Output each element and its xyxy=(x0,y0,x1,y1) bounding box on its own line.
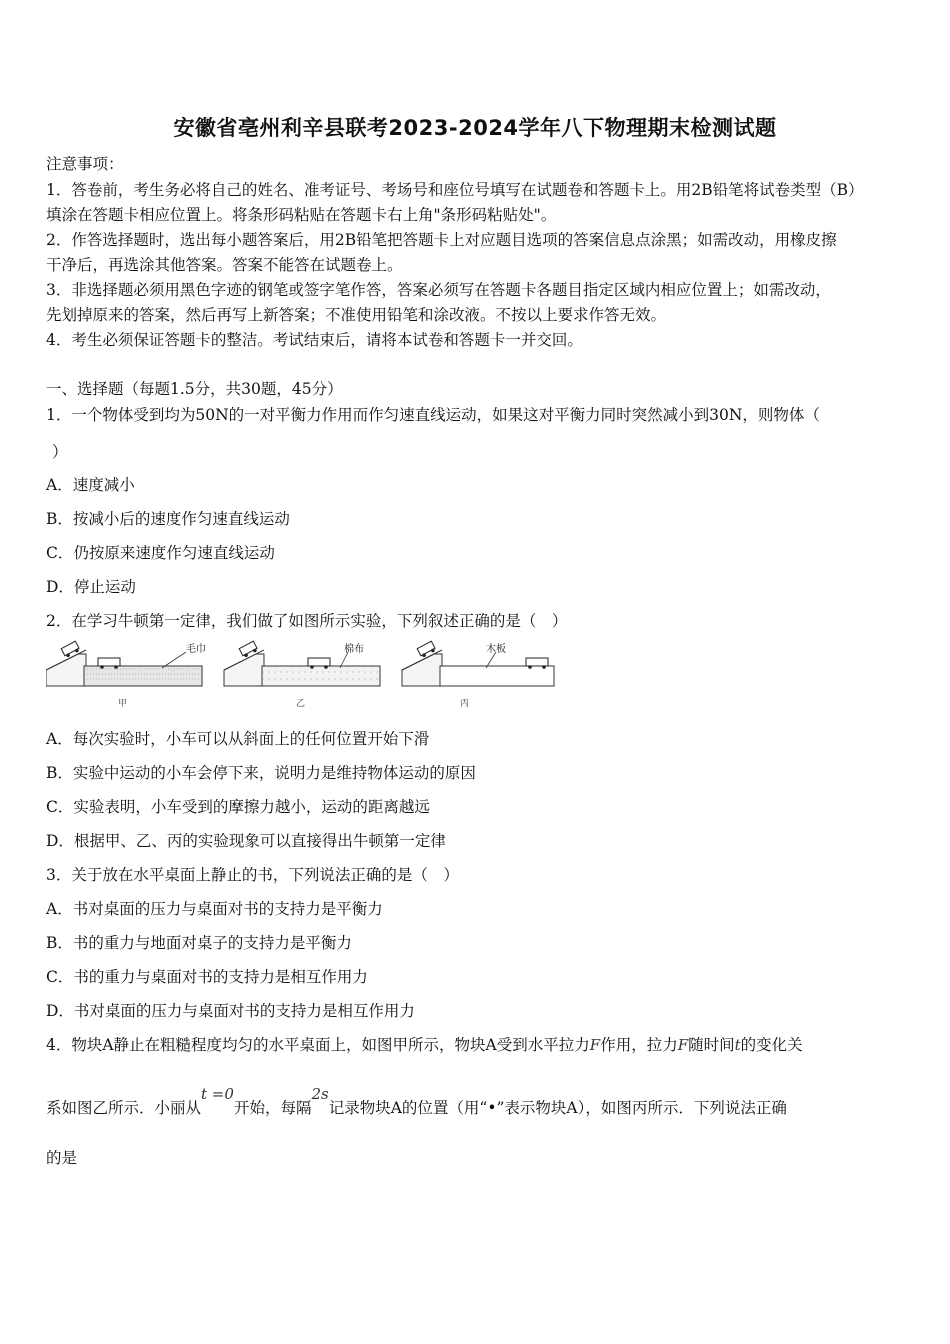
surface-label-towel: 毛巾 xyxy=(186,644,206,655)
question-3-option-d: D．书对桌面的压力与桌面对书的支持力是相互作用力 xyxy=(46,1002,415,1020)
question-2-option-a: A．每次实验时，小车可以从斜面上的任何位置开始下滑 xyxy=(46,730,430,748)
q4-text: 的变化关 xyxy=(740,1036,803,1054)
question-3-option-c: C．书的重力与桌面对书的支持力是相互作用力 xyxy=(46,968,368,986)
question-1-stem: 1．一个物体受到均为50N的一对平衡力作用而作匀速直线运动，如果这对平衡力同时突然减小到30N，则物体（ xyxy=(46,406,820,424)
force-symbol: F xyxy=(589,1036,601,1054)
question-2-option-b: B．实验中运动的小车会停下来，说明力是维持物体运动的原因 xyxy=(46,764,476,782)
notice-line: 3．非选择题必须用黑色字迹的钢笔或签字笔作答，答案必须写在答题卡各题目指定区域内相应位置上；如需改动， xyxy=(46,281,831,299)
time-symbol: t xyxy=(734,1036,741,1054)
panel-board xyxy=(402,641,554,709)
caption-jia: 甲 xyxy=(118,699,128,709)
newton-experiment-figure xyxy=(46,640,556,710)
surface-label-cotton: 棉布 xyxy=(344,644,364,655)
question-4-stem-line1 xyxy=(46,1033,803,1055)
force-symbol: F xyxy=(677,1036,689,1054)
q4-text: 作用，拉力 xyxy=(600,1036,678,1054)
notice-line: 先划掉原来的答案，然后再写上新答案；不准使用铅笔和涂改液。不按以上要求作答无效。 xyxy=(46,306,667,324)
notice-line: 填涂在答题卡相应位置上。将条形码粘贴在答题卡右上角"条形码粘贴处"。 xyxy=(46,206,557,224)
caption-bing: 丙 xyxy=(460,699,470,709)
question-1-option-b: B．按减小后的速度作匀速直线运动 xyxy=(46,510,290,528)
notice-line: 4．考生必须保证答题卡的整洁。考试结束后，请将本试卷和答题卡一并交回。 xyxy=(46,331,583,349)
question-1-option-c: C．仍按原来速度作匀速直线运动 xyxy=(46,544,275,562)
q4-text: 随时间 xyxy=(688,1036,735,1054)
q4-text: 4．物块A静止在粗糙程度均匀的水平桌面上，如图甲所示，物块A受到水平拉力 xyxy=(46,1036,590,1054)
surface-label-board: 木板 xyxy=(486,644,506,655)
question-4-stem-line3: 的是 xyxy=(46,1149,78,1167)
caption-yi: 乙 xyxy=(296,699,306,709)
question-2-option-c: C．实验表明，小车受到的摩擦力越小，运动的距离越远 xyxy=(46,798,430,816)
question-2-stem: 2．在学习牛顿第一定律，我们做了如图所示实验，下列叙述正确的是（ ） xyxy=(46,612,568,630)
notice-heading: 注意事项： xyxy=(46,155,124,173)
question-1-stem-cont: ） xyxy=(52,443,68,461)
q4-text: 记录物块A的位置（用“•”表示物块A），如图丙所示．下列说法正确 xyxy=(328,1099,787,1117)
question-2-option-d: D．根据甲、乙、丙的实验现象可以直接得出牛顿第一定律 xyxy=(46,832,446,850)
notice-line: 1．答卷前，考生务必将自己的姓名、准考证号、考场号和座位号填写在试题卷和答题卡上。用2B铅笔将试卷类型（B） xyxy=(46,181,864,199)
q4-text: 开始，每隔 xyxy=(233,1099,312,1117)
panel-cotton xyxy=(224,641,380,709)
panel-towel xyxy=(46,641,206,709)
notice-line: 干净后，再选涂其他答案。答案不能答在试题卷上。 xyxy=(46,256,403,274)
interval-formula: 2s xyxy=(311,1085,329,1103)
question-1-option-d: D．停止运动 xyxy=(46,578,136,596)
notice-line: 2．作答选择题时，选出每小题答案后，用2B铅笔把答题卡上对应题目选项的答案信息点涂黑；如需改动，用橡皮擦 xyxy=(46,231,837,249)
question-3-stem: 3．关于放在水平桌面上静止的书，下列说法正确的是（ ） xyxy=(46,866,459,884)
section-heading: 一、选择题（每题1.5分，共30题，45分） xyxy=(46,380,343,398)
question-3-option-b: B．书的重力与地面对桌子的支持力是平衡力 xyxy=(46,934,352,952)
start-time-formula: t =0 xyxy=(201,1085,234,1103)
question-1-option-a: A．速度减小 xyxy=(46,476,135,494)
question-3-option-a: A．书对桌面的压力与桌面对书的支持力是平衡力 xyxy=(46,900,383,918)
q4-text: 系如图乙所示．小丽从 xyxy=(46,1099,202,1117)
page-title: 安徽省亳州利辛县联考2023-2024学年八下物理期末检测试题 xyxy=(173,116,777,140)
question-4-stem-line2 xyxy=(46,1085,787,1118)
